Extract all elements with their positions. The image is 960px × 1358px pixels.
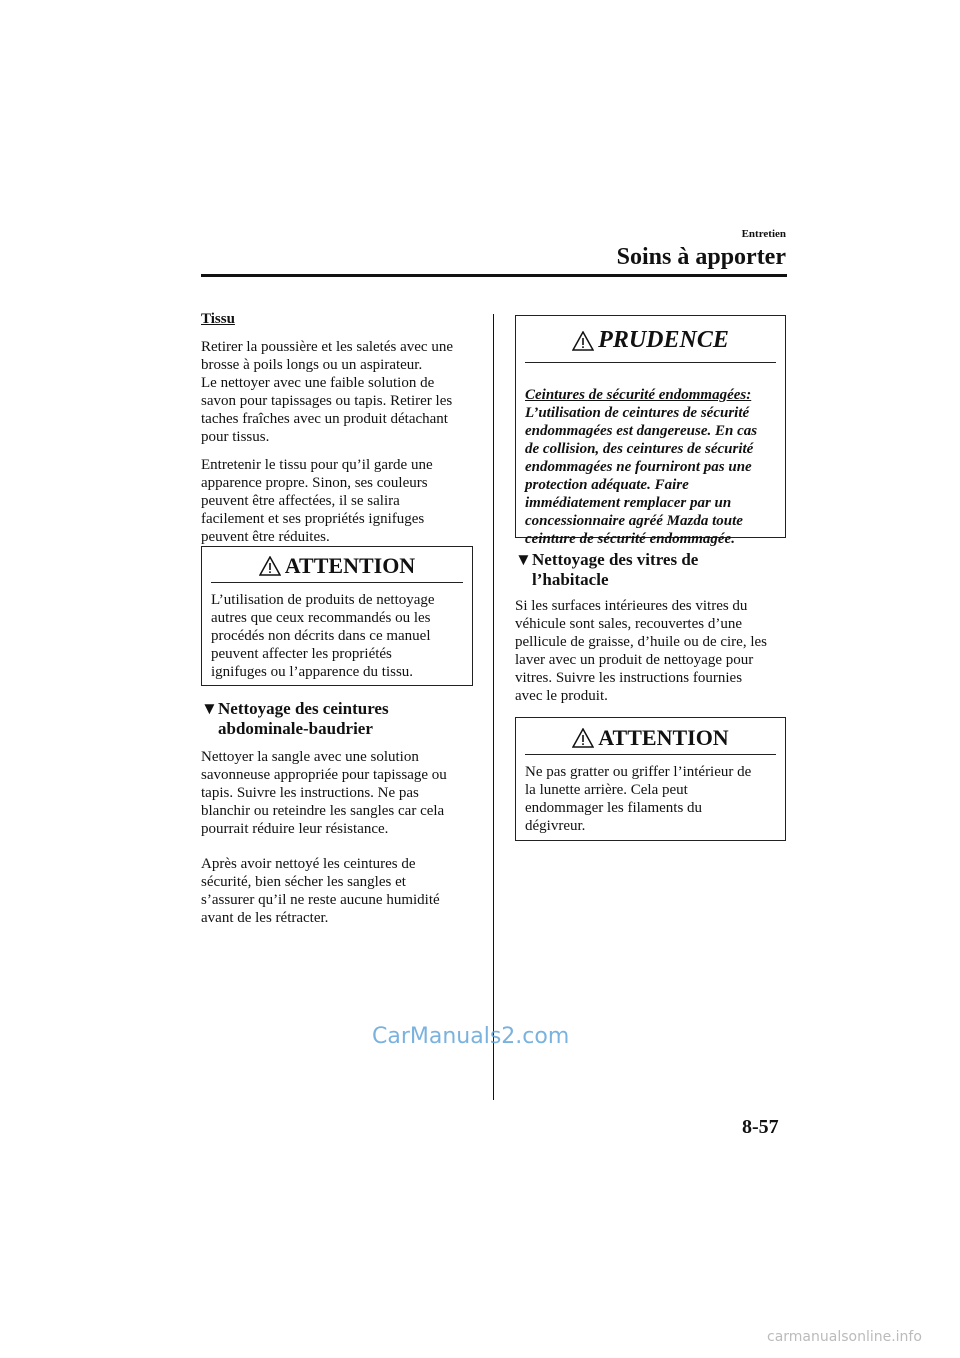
prudence-box <box>515 315 786 547</box>
paragraph-ceintures-2: Après avoir nettoyé les ceintures de sécurité, bien sécher les sangles et s’assurer qu’il ne reste aucune humidité avant de les rétracter. <box>201 856 440 926</box>
attention-rule <box>211 582 463 583</box>
attention-header <box>202 549 472 582</box>
subhead-tissu: Tissu <box>201 311 235 327</box>
prudence-body <box>525 368 777 566</box>
heading-ceintures <box>201 699 389 739</box>
page-number: 8-57 <box>742 1116 779 1138</box>
prudence-text: L’utilisation de ceintures de sécurité endommagées est dangereuse. En cas de collision, des ceintures de sécurité endommagées ne fourniront pas une protection adéquate. Faire immédiatement remplacer par un concessionnaire agréé Mazda toute ceinture de sécurité endommagée. <box>525 405 758 547</box>
watermark: CarManuals2.com <box>372 1024 570 1049</box>
paragraph-ceintures-1: Nettoyer la sangle avec une solution savonneuse appropriée pour tapissage ou tapis. Suivre les instructions. Ne pas blanchir ou reteindre les sangles car cela pourrait réduire leur résistance. <box>201 749 447 837</box>
prudence-rule <box>525 362 776 363</box>
paragraph-vitres: Si les surfaces intérieures des vitres du véhicule sont sales, recouvertes d’une pellicule de graisse, d’huile ou de cire, les laver avec un produit de nettoyage pour vitres. Suivre les instructions fournies avec le produit. <box>515 598 767 704</box>
heading-marker-icon: ▼ <box>515 550 532 569</box>
paragraph-tissu-2: Entretenir le tissu pour qu’il garde une apparence propre. Sinon, ses couleurs peuvent être affectées, il se salira facilement et ses propriétés ignifuges peuvent être réduites. <box>201 457 433 545</box>
prudence-label: PRUDENCE <box>598 327 729 353</box>
header-rule <box>201 274 787 277</box>
prudence-subtitle: Ceintures de sécurité endommagées: <box>525 387 752 403</box>
heading-vitres-text: Nettoyage des vitres de l’habitacle <box>532 550 699 589</box>
attention-text: Ne pas gratter ou griffer l’intérieur de la lunette arrière. Cela peut endommager les filaments du dégivreur. <box>525 764 752 834</box>
warning-icon <box>572 331 594 351</box>
page-title: Soins à apporter <box>616 244 786 270</box>
warning-icon <box>259 556 281 576</box>
heading-ceintures-text: Nettoyage des ceintures abdominale-baudrier <box>218 699 389 738</box>
attention-header <box>516 721 785 754</box>
heading-vitres <box>515 550 698 590</box>
column-divider <box>493 314 494 1100</box>
attention-box-vitres <box>515 717 786 841</box>
footer-watermark: carmanualsonline.info <box>767 1329 922 1345</box>
attention-text: L’utilisation de produits de nettoyage autres que ceux recommandés ou les procédés non décrits dans ce manuel peuvent affecter les propriétés ignifuges ou l’apparence du tissu. <box>211 592 435 680</box>
attention-box-tissu <box>201 546 473 686</box>
attention-label: ATTENTION <box>284 552 416 578</box>
paragraph-tissu-1: Retirer la poussière et les saletés avec une brosse à poils longs ou un aspirateur. Le nettoyer avec une faible solution de savon pour tapissages ou tapis. Retirer les taches fraîches avec un produit détachant pour tissus. <box>201 339 453 445</box>
attention-rule <box>525 754 776 755</box>
heading-marker-icon: ▼ <box>201 699 218 718</box>
section-label: Entretien <box>741 228 786 240</box>
warning-icon <box>572 728 594 748</box>
prudence-header <box>516 324 785 357</box>
attention-label: ATTENTION <box>598 724 729 750</box>
